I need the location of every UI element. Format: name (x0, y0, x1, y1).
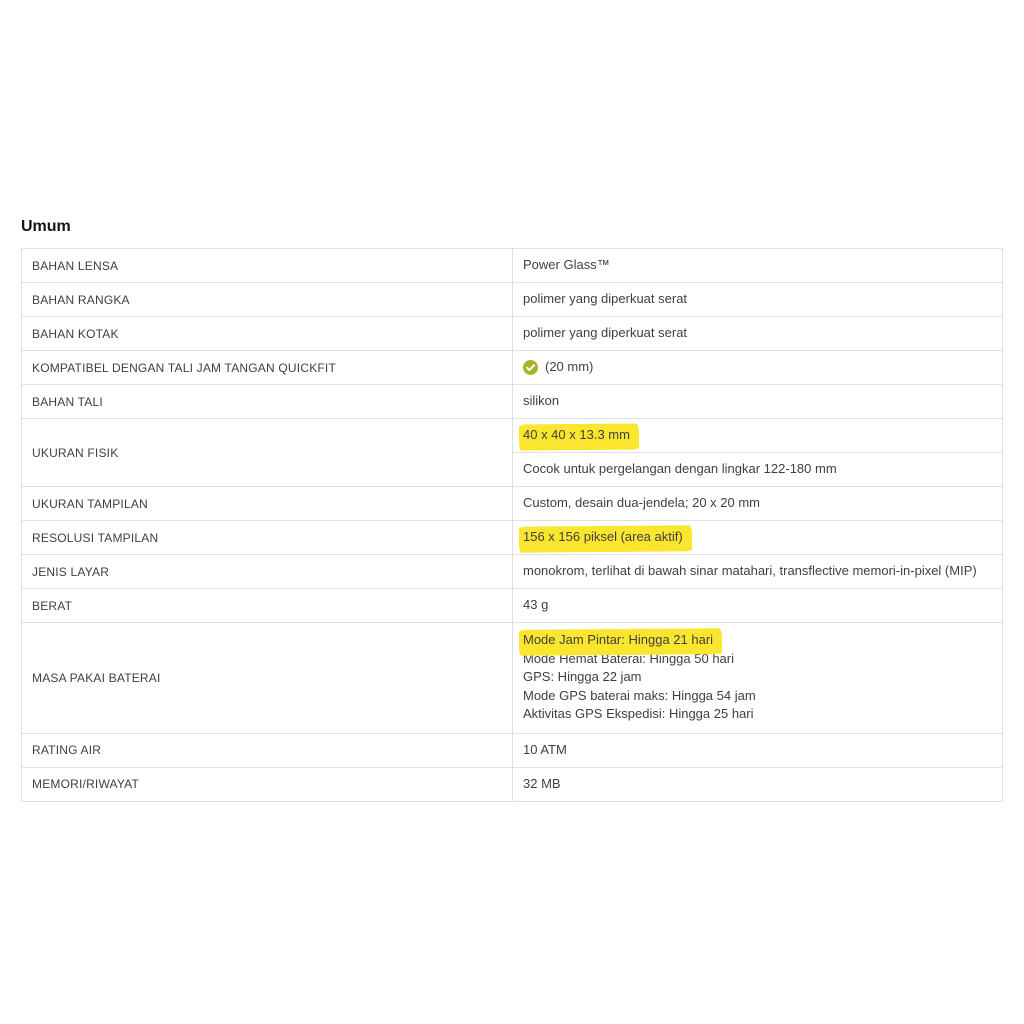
value-text: polimer yang diperkuat serat (523, 325, 688, 341)
value-text: Power Glass™ (523, 257, 610, 273)
table-row (22, 555, 1003, 589)
spec-value (513, 767, 1003, 801)
spec-table (21, 248, 1003, 802)
value-text: Mode GPS baterai maks: Hingga 54 jam (523, 687, 756, 703)
spec-label: RESOLUSI TAMPILAN (22, 521, 513, 555)
value-text: (20 mm) (545, 359, 594, 375)
spec-value-line (523, 426, 992, 445)
spec-value-line (523, 705, 992, 724)
spec-value (513, 589, 1003, 623)
spec-value-line (523, 324, 992, 343)
spec-value (513, 733, 1003, 767)
spec-label: BERAT (22, 589, 513, 623)
highlighted-text: 40 x 40 x 13.3 mm (523, 426, 630, 445)
table-row (22, 385, 1003, 419)
value-text: Cocok untuk pergelangan dengan lingkar 122-180 mm (523, 461, 837, 477)
spec-value-line (523, 775, 992, 794)
spec-label: MASA PAKAI BATERAI (22, 623, 513, 734)
spec-table-body (22, 249, 1003, 802)
spec-label: KOMPATIBEL DENGAN TALI JAM TANGAN QUICKFIT (22, 351, 513, 385)
spec-value-line (523, 528, 992, 547)
spec-label: BAHAN KOTAK (22, 317, 513, 351)
table-row (22, 589, 1003, 623)
value-text: 32 MB (523, 776, 561, 792)
spec-value (513, 317, 1003, 351)
highlighted-text: 156 x 156 piksel (area aktif) (523, 528, 683, 547)
value-text: GPS: Hingga 22 jam (523, 669, 642, 685)
table-row (22, 487, 1003, 521)
spec-value (513, 249, 1003, 283)
table-row (22, 283, 1003, 317)
value-text: Aktivitas GPS Ekspedisi: Hingga 25 hari (523, 706, 754, 722)
spec-value-line (523, 631, 992, 650)
spec-section (21, 218, 1003, 802)
check-icon (523, 360, 538, 375)
spec-value-line (523, 290, 992, 309)
table-row (22, 521, 1003, 555)
value-text: silikon (523, 393, 560, 409)
spec-label: UKURAN FISIK (22, 419, 513, 487)
value-text: monokrom, terlihat di bawah sinar matahari, transflective memori-in-pixel (MIP) (523, 563, 977, 579)
highlighted-text: Mode Jam Pintar: Hingga 21 hari (523, 631, 713, 650)
table-row (22, 351, 1003, 385)
spec-label: BAHAN LENSA (22, 249, 513, 283)
value-text: 43 g (523, 597, 549, 613)
spec-label: BAHAN TALI (22, 385, 513, 419)
spec-value (513, 419, 1003, 453)
spec-value (513, 283, 1003, 317)
spec-value (513, 487, 1003, 521)
spec-value-line (523, 460, 992, 479)
spec-value-line (523, 668, 992, 687)
spec-value (513, 351, 1003, 385)
table-row (22, 249, 1003, 283)
spec-value-line (523, 494, 992, 513)
spec-label: UKURAN TAMPILAN (22, 487, 513, 521)
value-text: 10 ATM (523, 742, 567, 758)
table-row (22, 623, 1003, 734)
spec-label: RATING AIR (22, 733, 513, 767)
section-title: Umum (21, 218, 71, 235)
spec-value-line (523, 741, 992, 760)
spec-value-line (523, 392, 992, 411)
value-text: Custom, desain dua-jendela; 20 x 20 mm (523, 495, 761, 511)
spec-value (513, 521, 1003, 555)
spec-label: BAHAN RANGKA (22, 283, 513, 317)
spec-value (513, 385, 1003, 419)
spec-label: JENIS LAYAR (22, 555, 513, 589)
table-row (22, 419, 1003, 453)
spec-value-line (523, 256, 992, 275)
table-row (22, 733, 1003, 767)
value-text: polimer yang diperkuat serat (523, 291, 688, 307)
spec-value (513, 453, 1003, 487)
spec-label: MEMORI/RIWAYAT (22, 767, 513, 801)
table-row (22, 317, 1003, 351)
spec-value (513, 623, 1003, 734)
table-row (22, 767, 1003, 801)
spec-value-line (523, 596, 992, 615)
spec-value (513, 555, 1003, 589)
spec-value-line (523, 358, 992, 377)
value-text: Mode Hemat Baterai: Hingga 50 hari (523, 650, 735, 666)
spec-value-line (523, 562, 992, 581)
spec-value-line (523, 687, 992, 706)
